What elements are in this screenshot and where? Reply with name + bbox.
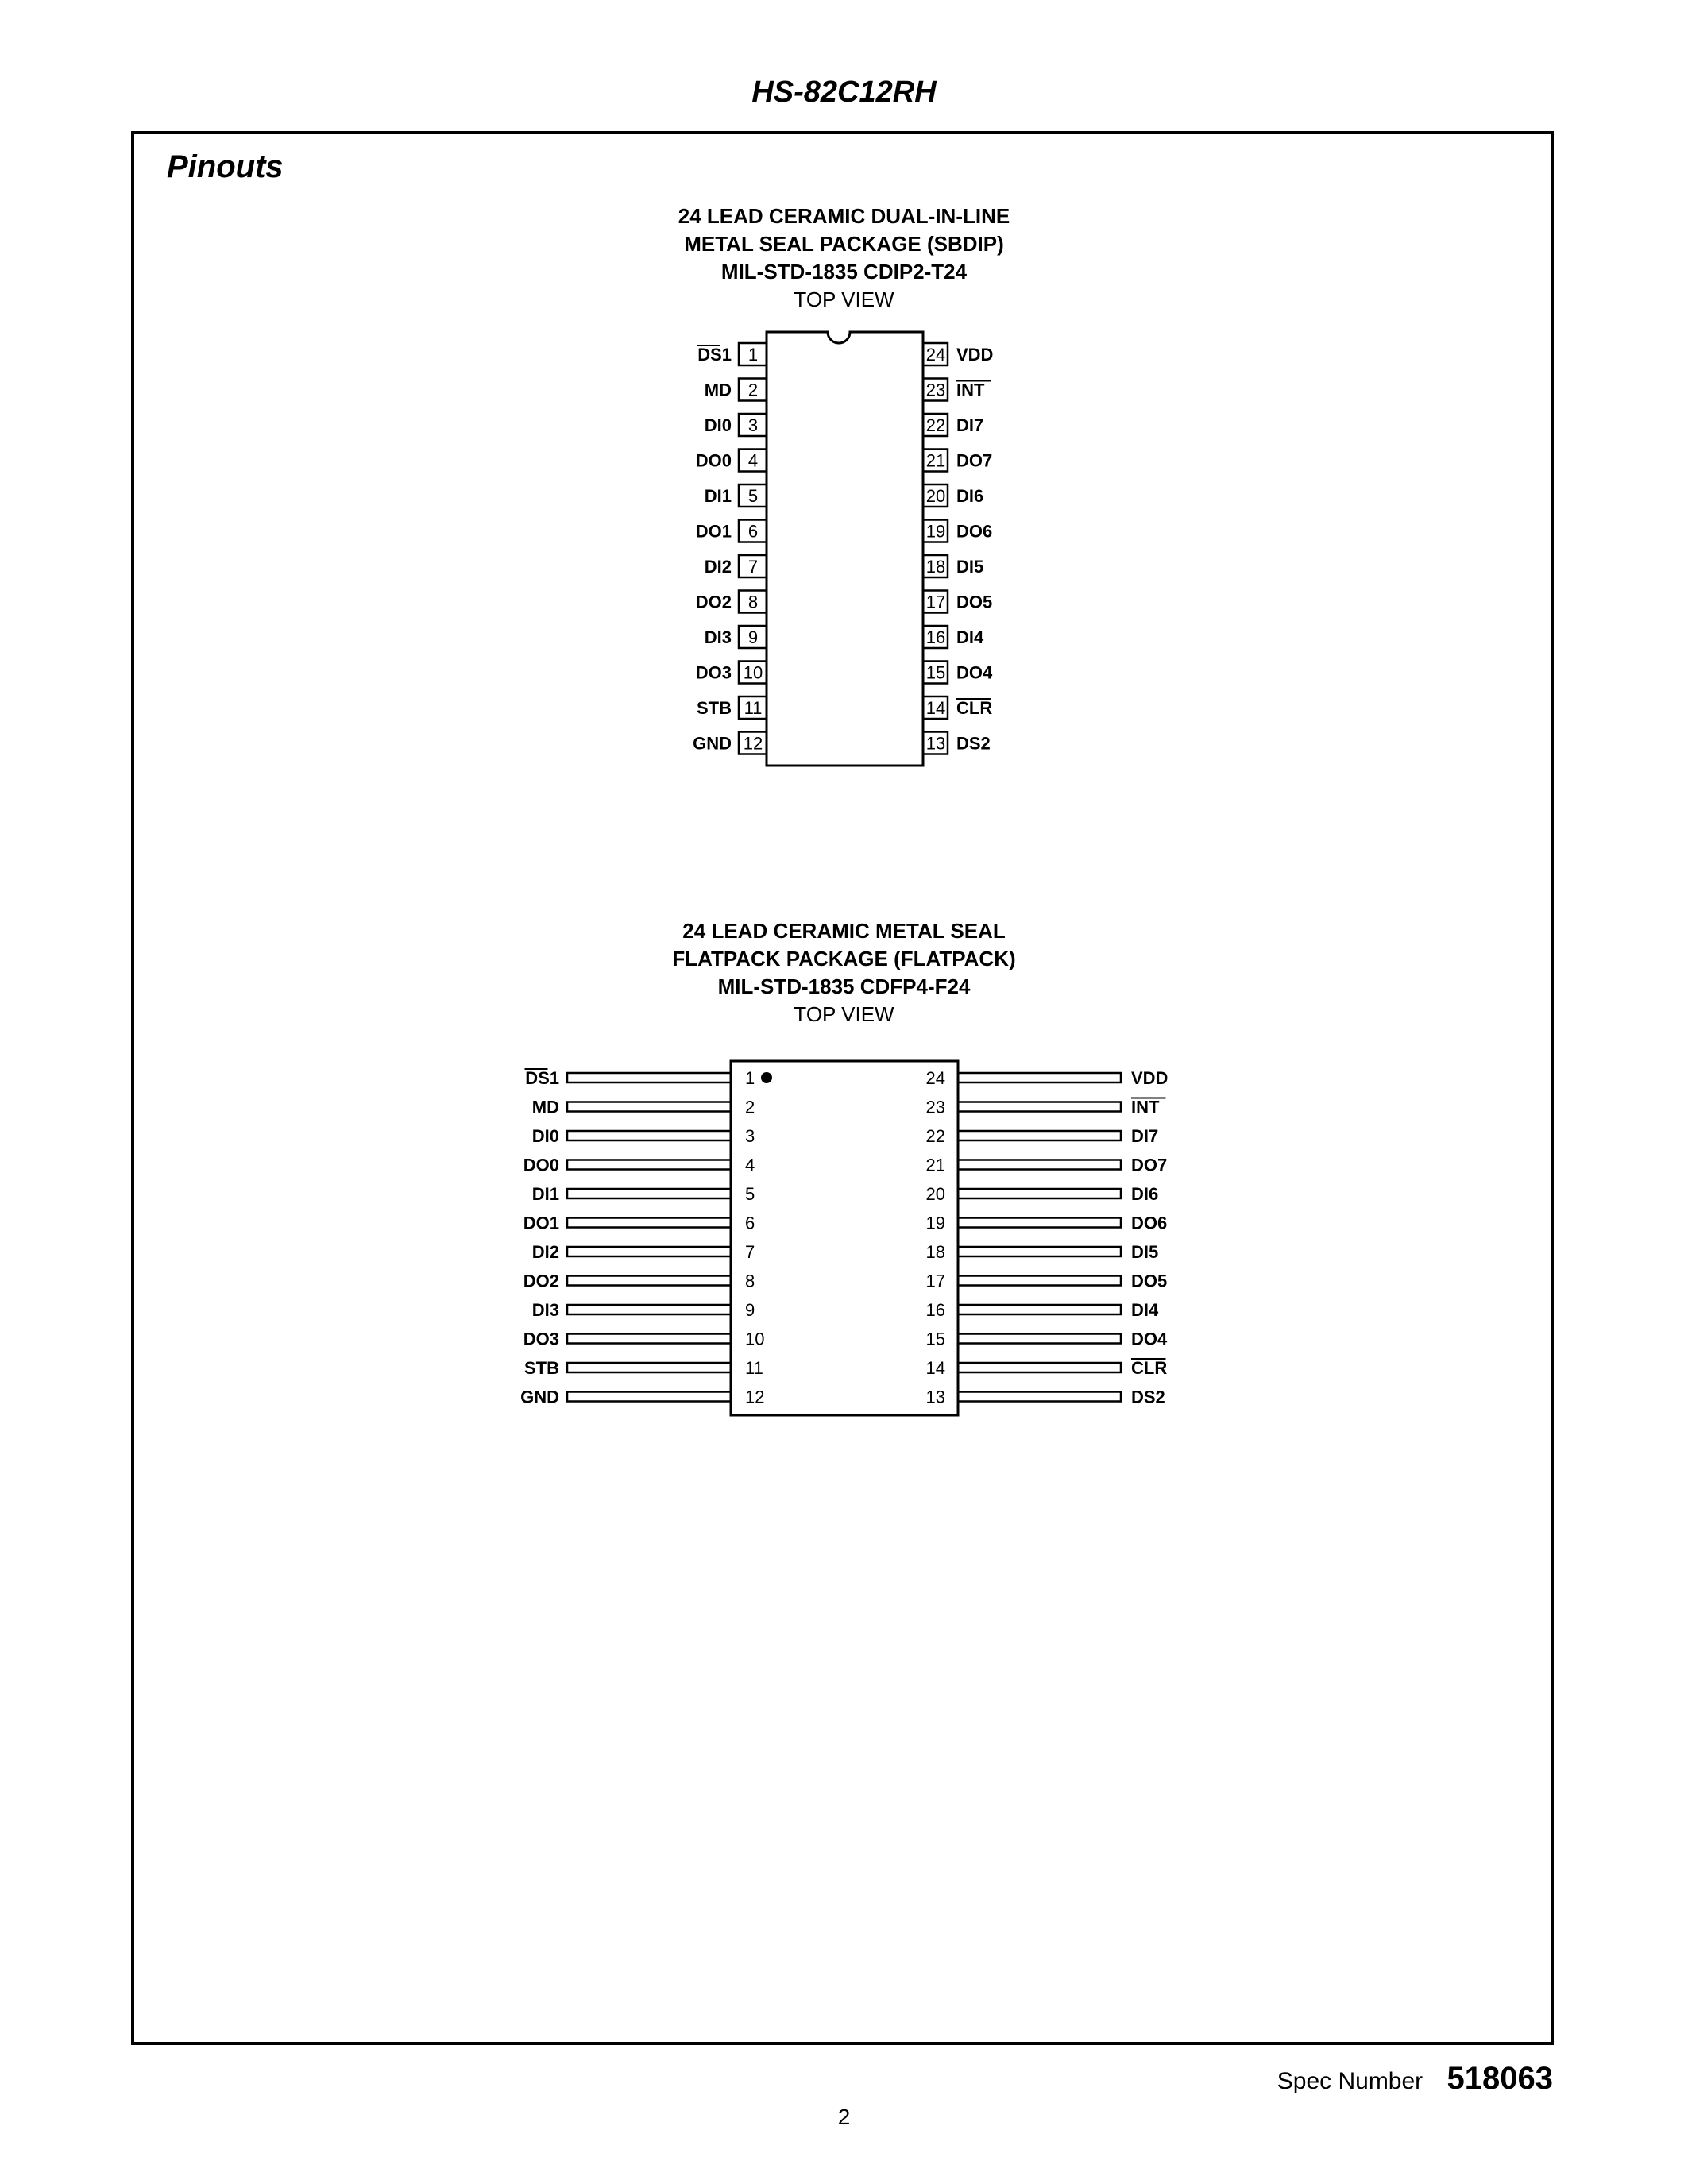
flatpack-lead-5 — [567, 1189, 731, 1198]
dip-pin-number-1: 1 — [747, 345, 759, 365]
dip-pin-label-15: DO4 — [956, 662, 993, 683]
flatpack-pin-label-7: DI2 — [531, 1242, 559, 1262]
flatpack-pin-number-11: 11 — [745, 1358, 763, 1378]
dip-pin-number-9: 9 — [747, 627, 759, 647]
dip-pin-number-22: 22 — [925, 415, 946, 435]
spec-number-block — [1277, 2061, 1553, 2097]
flatpack-view-label: TOP VIEW — [794, 1002, 894, 1026]
dip-pin-label-2: MD — [704, 380, 732, 400]
flatpack-pin-number-5: 5 — [745, 1184, 755, 1204]
dip-pin-number-11: 11 — [744, 698, 763, 718]
flatpack-pin-label-24: VDD — [1131, 1068, 1168, 1088]
flatpack-pin-number-10: 10 — [745, 1329, 765, 1349]
flatpack-lead-16 — [958, 1305, 1121, 1314]
flatpack-lead-21 — [958, 1160, 1121, 1170]
dip-pin-label-23: INT — [956, 380, 985, 400]
flatpack-pin-label-15: DO4 — [1131, 1329, 1168, 1349]
flatpack-pin-number-6: 6 — [745, 1213, 755, 1233]
flatpack-pin-number-14: 14 — [925, 1358, 945, 1378]
flatpack-pin-label-6: DO1 — [523, 1213, 559, 1233]
flatpack-pin-label-8: DO2 — [523, 1271, 559, 1291]
dip-pin-label-14: CLR — [956, 698, 993, 718]
flatpack-heading-line-3: MIL-STD-1835 CDFP4-F24 — [717, 974, 971, 998]
flatpack-pin-label-19: DO6 — [1131, 1213, 1168, 1233]
flatpack-lead-20 — [958, 1189, 1121, 1198]
dip-pin-label-16: DI4 — [956, 627, 984, 647]
flatpack-pin-label-9: DI3 — [531, 1300, 559, 1320]
flatpack-lead-13 — [958, 1392, 1121, 1402]
dip-pin-label-3: DI0 — [704, 415, 732, 435]
pin1-indicator-dot — [761, 1072, 772, 1083]
dip-view-label: TOP VIEW — [794, 287, 894, 311]
flatpack-pin-label-16: DI4 — [1131, 1300, 1159, 1320]
flatpack-pin-label-11: STB — [524, 1358, 559, 1378]
flatpack-lead-6 — [567, 1218, 731, 1228]
flatpack-lead-1 — [567, 1073, 731, 1082]
flatpack-pin-number-2: 2 — [745, 1097, 755, 1117]
dip-pin-label-4: DO0 — [695, 450, 732, 471]
dip-heading-line-1: 24 LEAD CERAMIC DUAL-IN-LINE — [678, 204, 1010, 228]
flatpack-lead-4 — [567, 1160, 731, 1170]
dip-pin-number-6: 6 — [747, 521, 759, 542]
flatpack-lead-9 — [567, 1305, 731, 1314]
dip-pin-number-2: 2 — [747, 380, 759, 400]
dip-pin-number-18: 18 — [925, 557, 946, 577]
dip-pin-label-9: DI3 — [704, 627, 732, 647]
flatpack-pin-label-13: DS2 — [1131, 1387, 1165, 1407]
dip-heading-line-2: METAL SEAL PACKAGE (SBDIP) — [684, 232, 1004, 256]
flatpack-pin-label-1: DS1 — [525, 1068, 559, 1088]
dip-pin-number-7: 7 — [747, 557, 759, 577]
flatpack-lead-15 — [958, 1334, 1121, 1344]
flatpack-pin-label-20: DI6 — [1131, 1184, 1159, 1204]
dip-heading-line-3: MIL-STD-1835 CDIP2-T24 — [720, 260, 968, 284]
spec-number-value: 518063 — [1447, 2061, 1553, 2096]
flatpack-pin-number-16: 16 — [925, 1300, 945, 1320]
flatpack-pin-number-12: 12 — [745, 1387, 765, 1407]
flatpack-heading-line-2: FLATPACK PACKAGE (FLATPACK) — [672, 947, 1016, 970]
flatpack-lead-18 — [958, 1247, 1121, 1256]
flatpack-lead-8 — [567, 1276, 731, 1286]
flatpack-pin-number-4: 4 — [745, 1155, 755, 1175]
section-title: Pinouts — [167, 149, 284, 184]
dip-pin-number-17: 17 — [925, 592, 946, 612]
dip-pin-number-23: 23 — [925, 380, 946, 400]
flatpack-pin-number-13: 13 — [925, 1387, 945, 1407]
flatpack-pin-number-1: 1 — [745, 1068, 755, 1088]
flatpack-lead-11 — [567, 1363, 731, 1372]
dip-pin-number-24: 24 — [925, 345, 946, 365]
dip-pin-number-5: 5 — [747, 486, 759, 506]
flatpack-pin-number-17: 17 — [925, 1271, 945, 1291]
flatpack-pin-label-10: DO3 — [523, 1329, 559, 1349]
flatpack-pin-label-18: DI5 — [1131, 1242, 1159, 1262]
flatpack-pin-label-4: DO0 — [523, 1155, 559, 1175]
flatpack-pin-label-21: DO7 — [1131, 1155, 1168, 1175]
flatpack-pin-label-17: DO5 — [1131, 1271, 1168, 1291]
document-title: HS-82C12RH — [751, 75, 937, 109]
dip-pin-number-8: 8 — [747, 592, 759, 612]
dip-pin-number-13: 13 — [925, 733, 946, 754]
flatpack-pin-number-15: 15 — [925, 1329, 945, 1349]
dip-pin-label-1: DS1 — [697, 345, 732, 365]
dip-pin-number-21: 21 — [925, 450, 946, 471]
dip-pin-label-13: DS2 — [956, 733, 991, 754]
dip-pin-label-6: DO1 — [695, 521, 732, 542]
dip-pin-label-5: DI1 — [704, 486, 732, 506]
dip-pin-label-11: STB — [697, 698, 732, 718]
flatpack-pin-label-12: GND — [520, 1387, 559, 1407]
dip-pin-number-15: 15 — [925, 662, 946, 683]
flatpack-lead-14 — [958, 1363, 1121, 1372]
dip-pin-label-18: DI5 — [956, 557, 984, 577]
dip-pin-number-14: 14 — [925, 698, 946, 718]
dip-pin-label-22: DI7 — [956, 415, 984, 435]
flatpack-pin-number-9: 9 — [745, 1300, 755, 1320]
flatpack-pin-label-3: DI0 — [531, 1126, 559, 1146]
flatpack-pin-label-5: DI1 — [531, 1184, 559, 1204]
dip-pin-label-17: DO5 — [956, 592, 993, 612]
dip-pin-label-10: DO3 — [695, 662, 732, 683]
dip-pin-number-19: 19 — [925, 521, 946, 542]
flatpack-pin-number-7: 7 — [745, 1242, 755, 1262]
flatpack-pin-number-19: 19 — [925, 1213, 945, 1233]
dip-pin-label-20: DI6 — [956, 486, 984, 506]
dip-pin-number-4: 4 — [747, 450, 759, 471]
spec-number-label: Spec Number — [1277, 2068, 1423, 2094]
dip-pin-label-19: DO6 — [956, 521, 993, 542]
flatpack-lead-19 — [958, 1218, 1121, 1228]
dip-pin-label-8: DO2 — [695, 592, 732, 612]
flatpack-pin-number-8: 8 — [745, 1271, 755, 1291]
dip-pin-label-21: DO7 — [956, 450, 993, 471]
flatpack-pin-number-22: 22 — [925, 1126, 945, 1146]
flatpack-pin-label-2: MD — [531, 1097, 559, 1117]
dip-pin-label-7: DI2 — [704, 557, 732, 577]
flatpack-heading-line-1: 24 LEAD CERAMIC METAL SEAL — [682, 919, 1006, 943]
flatpack-lead-3 — [567, 1131, 731, 1140]
flatpack-lead-10 — [567, 1334, 731, 1344]
flatpack-lead-22 — [958, 1131, 1121, 1140]
flatpack-pin-label-23: INT — [1131, 1097, 1160, 1117]
flatpack-package-body — [731, 1061, 958, 1415]
flatpack-lead-17 — [958, 1276, 1121, 1286]
flatpack-lead-24 — [958, 1073, 1121, 1082]
dip-pin-number-3: 3 — [747, 415, 759, 435]
flatpack-pin-number-23: 23 — [925, 1097, 945, 1117]
dip-pin-label-12: GND — [693, 733, 732, 754]
flatpack-pin-number-21: 21 — [925, 1155, 945, 1175]
flatpack-pin-number-3: 3 — [745, 1126, 755, 1146]
flatpack-lead-7 — [567, 1247, 731, 1256]
flatpack-pin-number-24: 24 — [925, 1068, 945, 1088]
flatpack-pin-label-22: DI7 — [1131, 1126, 1159, 1146]
flatpack-lead-2 — [567, 1102, 731, 1112]
dip-pin-number-16: 16 — [925, 627, 946, 647]
flatpack-pin-number-20: 20 — [925, 1184, 945, 1204]
flatpack-pin-number-18: 18 — [925, 1242, 945, 1262]
dip-pin-number-20: 20 — [925, 486, 946, 506]
flatpack-lead-23 — [958, 1102, 1121, 1112]
dip-pin-number-12: 12 — [743, 733, 763, 754]
flatpack-pin-label-14: CLR — [1131, 1358, 1168, 1378]
page-number: 2 — [837, 2105, 851, 2129]
dip-pin-label-24: VDD — [956, 345, 994, 365]
flatpack-lead-12 — [567, 1392, 731, 1402]
dip-pin-number-10: 10 — [743, 662, 763, 683]
